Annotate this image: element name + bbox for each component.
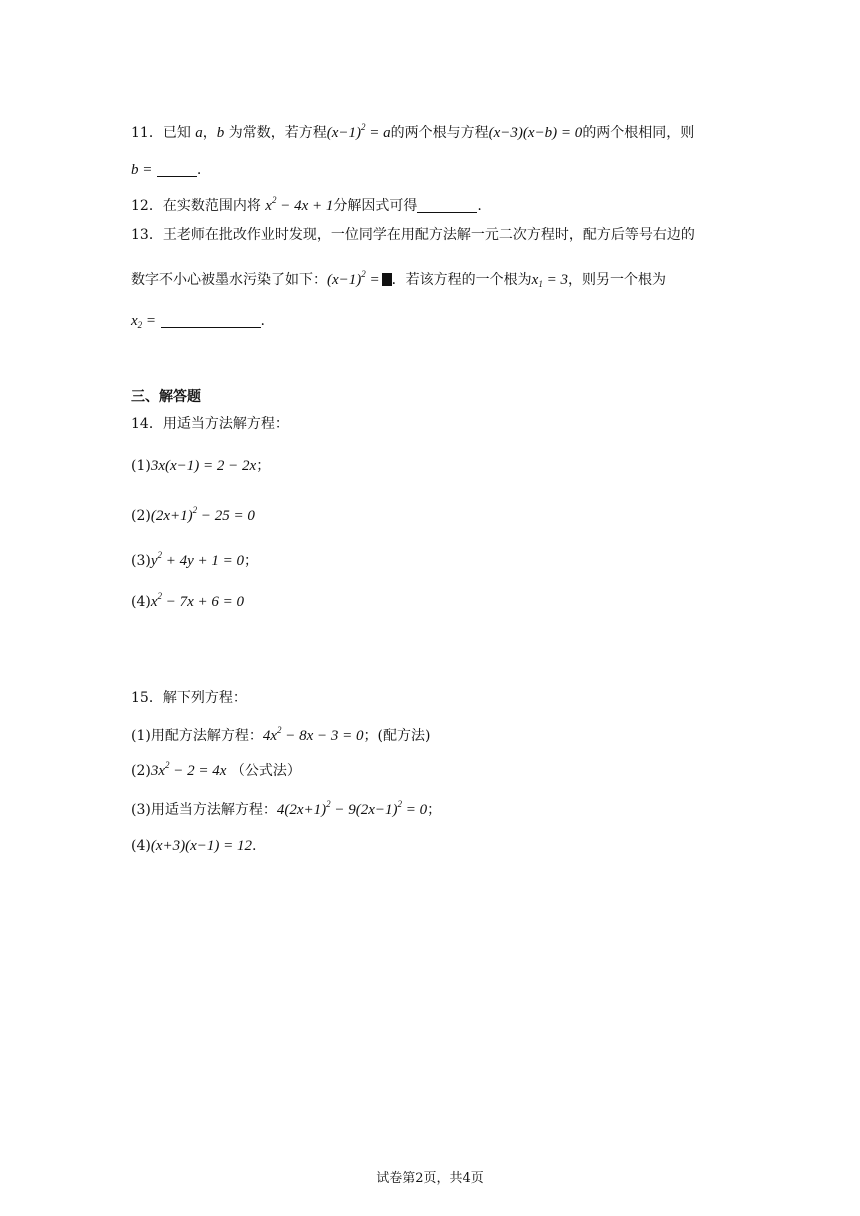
q13-text-4: ，则另一个根为 — [567, 272, 666, 288]
q15-part-4 — [131, 836, 256, 856]
q11-text-2: 为常数，若方程 — [228, 125, 327, 141]
q15-part-2-equation: $3x^2 - 2 = 4x$ — [150, 760, 227, 779]
q15-number: 15． — [131, 690, 163, 706]
q12-period: . — [477, 198, 482, 214]
q14-part-3-equation: $y^2 + 4y + 1 = 0$ — [150, 550, 245, 569]
q11-line1 — [131, 117, 694, 143]
q14-part-1 — [131, 456, 270, 476]
q14-title-text: 用适当方法解方程： — [162, 416, 289, 432]
page-footer: 试卷第2页，共4页 — [376, 1171, 484, 1186]
q14-part-1-label: (1) — [131, 458, 151, 474]
q13-root-x2: $x_2$ = — [131, 313, 157, 330]
q15-part-1-equation: $4x^2 - 8x - 3 = 0$ — [262, 725, 364, 744]
q13-period: . — [260, 313, 265, 329]
q12-answer-blank[interactable] — [417, 198, 477, 213]
q11-text-4: 的两个根相同，则 — [582, 125, 695, 141]
q14-part-3 — [131, 545, 258, 571]
q14-part-2 — [131, 500, 255, 526]
q15-part-2 — [131, 755, 301, 781]
q13-text-1: 王老师在批改作业时发现，一位同学在用配方法解一元二次方程时，配方后等号右边的 — [162, 227, 695, 243]
q14-part-4 — [131, 586, 244, 612]
q13-text-3: ．若该方程的一个根为 — [391, 272, 532, 288]
q14-part-1-end: ； — [256, 458, 271, 474]
q13-line3 — [131, 311, 265, 335]
q14-part-2-equation: $(2x+1)^2 - 25 = 0$ — [150, 505, 255, 524]
q15-title — [131, 688, 247, 708]
q14-title — [131, 414, 289, 434]
q14-part-4-label: (4) — [131, 594, 151, 610]
q14-part-4-equation: $x^2 - 7x + 6 = 0$ — [150, 591, 245, 610]
q11-var-a: a — [195, 125, 203, 141]
q13-line1 — [131, 225, 695, 245]
q13-number: 13． — [131, 227, 163, 243]
q15-part-3-label: (3)用适当方法解方程： — [131, 802, 277, 818]
q15-part-2-label: (2) — [131, 763, 151, 779]
q15-part-4-label: (4) — [131, 838, 151, 854]
q14-part-3-label: (3) — [131, 553, 151, 569]
q15-part-1 — [131, 720, 430, 746]
q13-text-2: 数字不小心被墨水污染了如下： — [131, 272, 327, 288]
q15-part-1-note: ；(配方法) — [363, 728, 431, 744]
q12-expression: $x^2 - 4x + 1$ — [265, 195, 334, 214]
q12-text-2: 分解因式可得 — [333, 198, 418, 214]
q11-answer-label: b = — [131, 162, 153, 178]
q12-line — [131, 190, 482, 216]
q11-var-b: b — [216, 125, 225, 141]
q11-comma: ， — [202, 125, 217, 141]
q11-text-1: 已知 — [162, 125, 191, 141]
section-title-3: 三、解答题 — [131, 389, 201, 405]
q15-part-4-end: . — [252, 838, 257, 854]
q15-part-1-label: (1)用配方法解方程： — [131, 728, 263, 744]
q15-part-2-note: （公式法） — [230, 763, 301, 779]
q11-answer-blank[interactable] — [157, 162, 197, 177]
q13-root-x1: $x_1 = 3$ — [531, 272, 568, 289]
q11-line2 — [131, 160, 201, 180]
q11-equation-2: (x−3)(x−b) = 0 — [488, 125, 583, 141]
q14-part-2-label: (2) — [131, 508, 151, 524]
ink-blot-icon — [382, 273, 392, 286]
q14-number: 14． — [131, 416, 163, 432]
q12-number: 12． — [131, 198, 163, 214]
q11-period: . — [196, 162, 202, 178]
q14-part-3-end: ； — [244, 553, 259, 569]
q11-number: 11． — [131, 125, 163, 141]
q15-title-text: 解下列方程： — [162, 690, 247, 706]
q13-answer-blank[interactable] — [161, 313, 261, 328]
q11-text-3: 的两个根与方程 — [390, 125, 489, 141]
q11-equation-1: $(x-1)^2 = a$ — [326, 122, 391, 141]
q14-part-1-equation: 3x(x−1) = 2 − 2x — [150, 458, 257, 474]
q12-text-1: 在实数范围内将 — [162, 198, 261, 214]
q15-part-3 — [131, 794, 441, 820]
q13-equation: $(x-1)^2$ = — [327, 269, 380, 288]
q15-part-3-end: ； — [427, 802, 442, 818]
q15-part-3-equation: $4(2x+1)^2 - 9(2x-1)^2 = 0$ — [276, 799, 428, 818]
q13-line2 — [131, 264, 666, 294]
q15-part-4-equation: (x+3)(x−1) = 12 — [150, 838, 253, 854]
